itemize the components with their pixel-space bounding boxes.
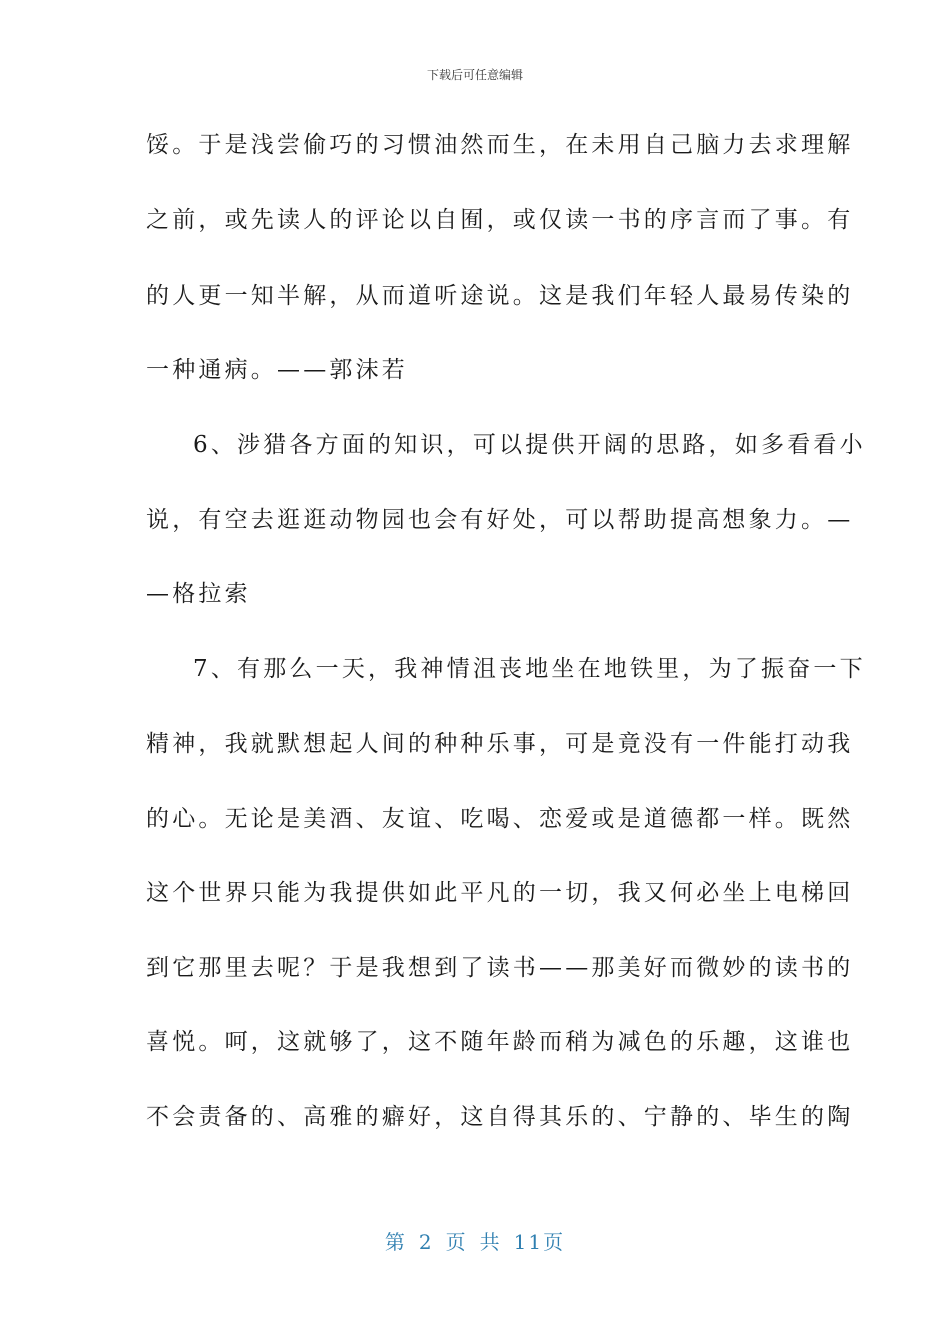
text-line: 说，有空去逛逛动物园也会有好处，可以帮助提高想象力。— — [146, 507, 854, 533]
text-line: 之前，或先读人的评论以自囿，或仅读一书的序言而了事。有 — [146, 207, 854, 233]
footer-label-di: 第 — [384, 1230, 407, 1254]
text-line: 的人更一知半解，从而道听途说。这是我们年轻人最易传染的 — [146, 283, 854, 309]
page-header: 下载后可任意编辑 — [426, 68, 523, 82]
text-line: 到它那里去呢？于是我想到了读书——那美好而微妙的读书的 — [146, 955, 854, 981]
text-line: 一种通病。——郭沫若 — [146, 357, 408, 383]
current-page-number: 2 — [418, 1230, 434, 1254]
text-line: 馁。于是浅尝偷巧的习惯油然而生，在未用自己脑力去求理解 — [146, 132, 854, 158]
text-line: 不会责备的、高雅的癖好，这自得其乐的、宁静的、毕生的陶 — [146, 1104, 854, 1130]
total-pages: 11页 — [513, 1230, 566, 1254]
text-line: 喜悦。呵，这就够了，这不随年龄而稍为减色的乐趣，这谁也 — [146, 1029, 854, 1055]
page-number-footer — [0, 1226, 950, 1255]
text-line: 精神，我就默想起人间的种种乐事，可是竟没有一件能打动我 — [146, 731, 854, 757]
text-line: 7、有那么一天，我神情沮丧地坐在地铁里，为了振奋一下 — [193, 656, 866, 682]
text-line: 6、涉猎各方面的知识，可以提供开阔的思路，如多看看小 — [193, 432, 866, 458]
text-line: 这个世界只能为我提供如此平凡的一切，我又何必坐上电梯回 — [146, 880, 854, 906]
text-line: 的心。无论是美酒、友谊、吃喝、恋爱或是道德都一样。既然 — [146, 806, 854, 832]
footer-label-gong: 共 — [479, 1230, 502, 1254]
text-line: —格拉索 — [146, 581, 251, 607]
footer-label-ye: 页 — [445, 1230, 468, 1254]
